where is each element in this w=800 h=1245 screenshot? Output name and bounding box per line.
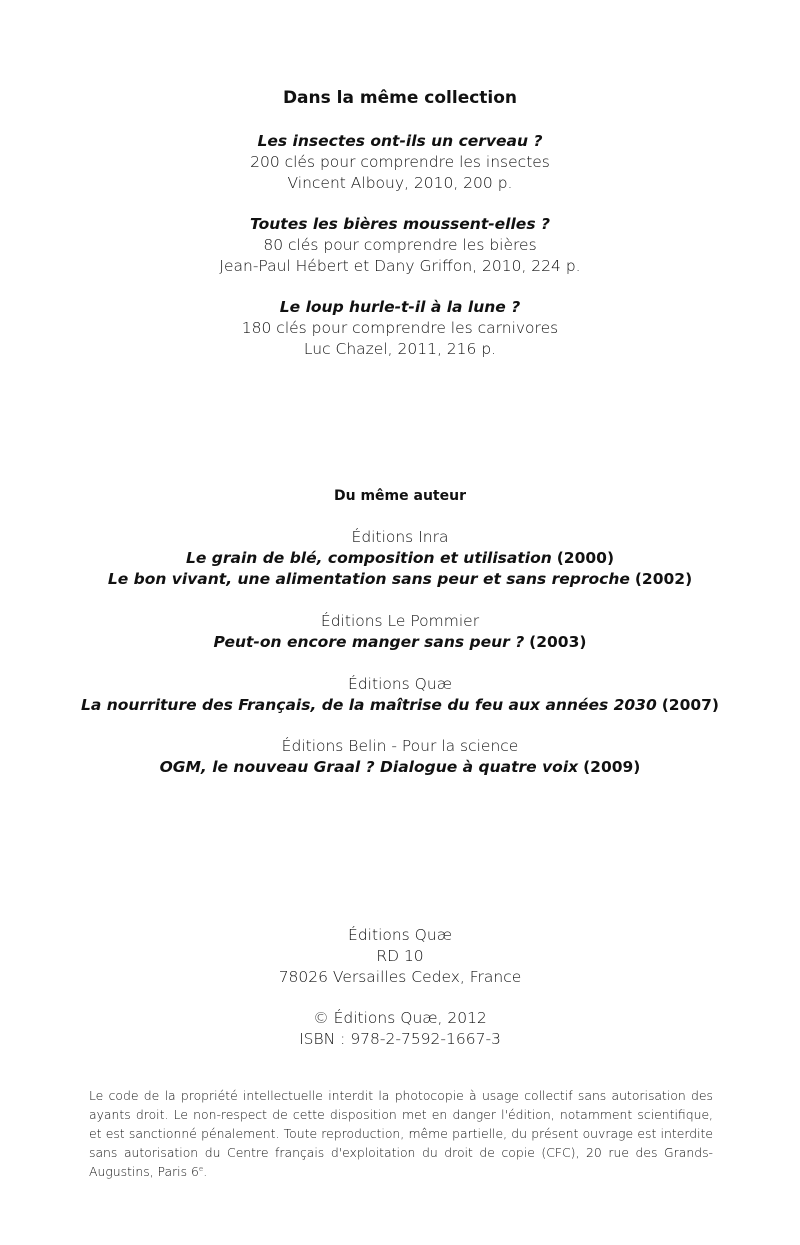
work-year: (2002)	[634, 570, 693, 588]
imprint-publisher: Éditions Quæ	[348, 926, 452, 944]
imprint-address	[0, 925, 800, 988]
collection-book-2	[0, 214, 800, 277]
work-entry	[0, 569, 800, 590]
collection-book-1	[0, 131, 800, 194]
work-title: La nourriture des Français, de la maîtrise du feu aux années 2030	[80, 696, 657, 714]
book-subtitle: 80 clés pour comprendre les bières	[263, 236, 537, 254]
publisher-group-belin	[0, 736, 800, 778]
book-details: Vincent Albouy, 2010, 200 p.	[287, 174, 513, 192]
author-works-section	[0, 486, 800, 506]
work-title: Le bon vivant, une alimentation sans peur et sans reproche	[107, 570, 630, 588]
author-works-heading: Du même auteur	[334, 488, 466, 504]
collection-book-3	[0, 297, 800, 360]
work-year: (2009)	[583, 758, 641, 776]
book-title: Les insectes ont-ils un cerveau ?	[257, 132, 543, 150]
legal-notice	[89, 1086, 713, 1181]
imprint-rights	[0, 1008, 800, 1050]
work-title: OGM, le nouveau Graal ? Dialogue à quatre voix	[159, 758, 579, 776]
book-title: Le loup hurle-t-il à la lune ?	[279, 298, 521, 316]
publisher-name: Éditions Le Pommier	[320, 612, 480, 630]
book-title: Toutes les bières moussent-elles ?	[250, 215, 550, 233]
work-entry	[0, 757, 800, 778]
publisher-name: Éditions Quæ	[348, 675, 452, 693]
legal-superscript: e	[198, 1164, 204, 1173]
work-entry	[0, 548, 800, 569]
imprint-address-line1: RD 10	[376, 947, 424, 965]
publisher-name: Éditions Inra	[351, 528, 449, 546]
work-title: Le grain de blé, composition et utilisation	[185, 549, 552, 567]
publisher-group-le-pommier	[0, 611, 800, 653]
legal-text: Le code de la propriété intellectuelle interdit la photocopie à usage collectif sans autorisation des ayants droit. Le non-respect de cette disposition met en danger l'édition, notamment scientifique, et est sanctionné pénalement. Toute reproduction, même partielle, du présent ouvrage est interdite sans autorisation du Centre français d'exploitation du droit de copie (CFC), 20 rue des Grands-Augustins, Paris 6	[89, 1088, 713, 1179]
publisher-group-inra	[0, 527, 800, 590]
work-title: Peut-on encore manger sans peur ?	[213, 633, 525, 651]
book-subtitle: 200 clés pour comprendre les insectes	[250, 153, 550, 171]
collection-section	[0, 87, 800, 109]
work-year: (2007)	[661, 696, 720, 714]
work-entry	[0, 695, 800, 716]
work-year: (2000)	[556, 549, 615, 567]
publisher-name: Éditions Belin - Pour la science	[281, 737, 519, 755]
book-details: Jean-Paul Hébert et Dany Griffon, 2010, 224 p.	[219, 257, 581, 275]
book-subtitle: 180 clés pour comprendre les carnivores	[241, 319, 559, 337]
imprint-isbn: ISBN : 978-2-7592-1667-3	[299, 1030, 501, 1048]
imprint-copyright: © Éditions Quæ, 2012	[313, 1009, 487, 1027]
legal-end: .	[203, 1164, 208, 1179]
work-entry	[0, 632, 800, 653]
imprint-address-line2: 78026 Versailles Cedex, France	[278, 968, 522, 986]
publisher-group-quae	[0, 674, 800, 716]
collection-heading: Dans la même collection	[282, 88, 518, 108]
book-details: Luc Chazel, 2011, 216 p.	[303, 340, 497, 358]
work-year: (2003)	[529, 633, 587, 651]
